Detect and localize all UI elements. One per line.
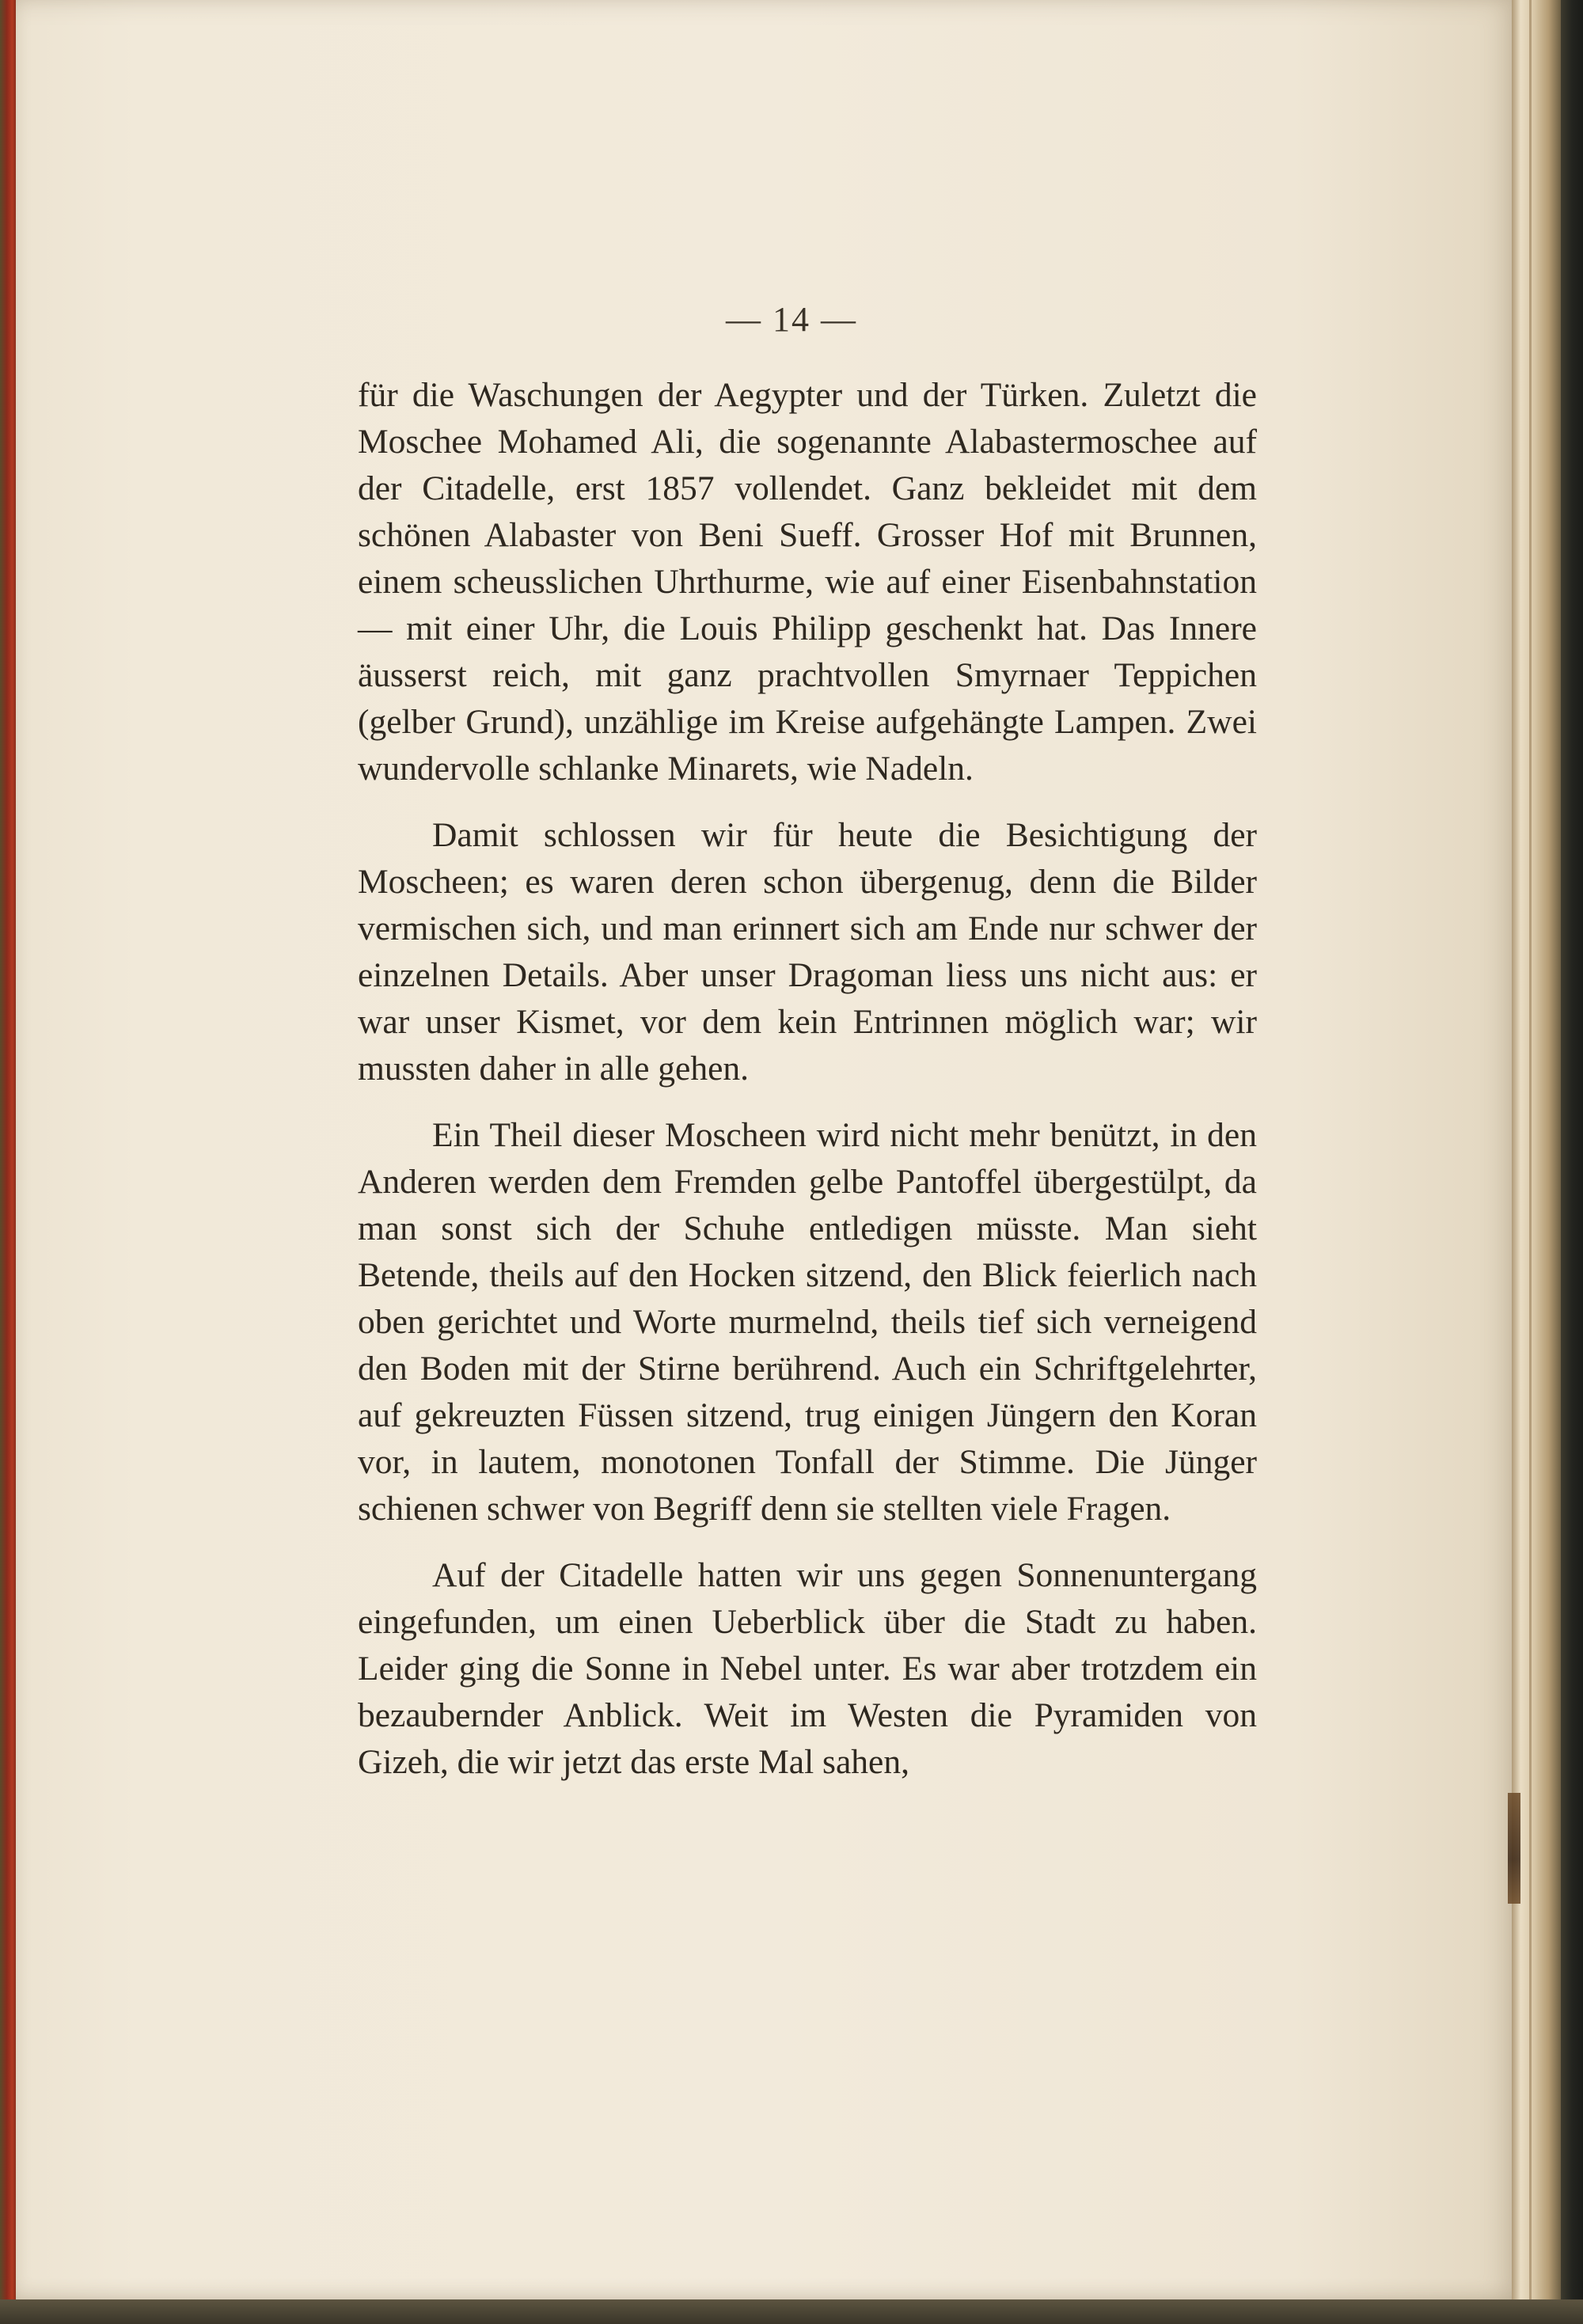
paragraph-3: Ein Theil dieser Moscheen wird nicht mehr benützt, in den Anderen werden dem Fremden gelbe Pantoffel übergestülpt, da man sonst sich der Schuhe entledigen müsste. Man sieht Betende, theils auf den Hocken sitzend, den Blick feierlich nach oben gerichtet und Worte murmelnd, theils tief sich verneigend den Boden mit der Stirne berührend. Auch ein Schriftgelehrter, auf gekreuzten Füssen sitzend, trug einigen Jüngern den Koran vor, in lautem, monotonen Tonfall der Stimme. Die Jünger schienen schwer von Begriff denn sie stellten viele Fragen. [358, 1116, 1257, 1528]
book-bottom-edge [0, 2299, 1583, 2324]
book-cover-right-edge [1561, 0, 1583, 2324]
paragraph-4: Auf der Citadelle hatten wir uns gegen Sonnenuntergang eingefunden, um einen Ueberblick über die Stadt zu haben. Leider ging die Sonne in Nebel unter. Es war aber trotzdem ein bezaubernder Anblick. Weit im Westen die Pyramiden von Gizeh, die wir jetzt das erste Mal sahen, [358, 1556, 1257, 1781]
page-edge-line [1529, 0, 1532, 2324]
page-number: — 14 — [726, 300, 857, 339]
book-cover-left-edge [0, 0, 17, 2324]
page-tab-mark [1508, 1793, 1520, 1904]
paragraph-2: Damit schlossen wir für heute die Besichtigung der Moscheen; es waren deren schon übergenug, denn die Bilder vermischen sich, und man erinnert sich am Ende nur schwer der einzelnen Details. Aber unser Dragoman liess uns nicht aus: er war unser Kismet, vor dem kein Entrinnen möglich war; wir mussten daher in alle gehen. [358, 816, 1257, 1088]
page-stack-edge [1512, 0, 1561, 2324]
paragraph-1: für die Waschungen der Aegypter und der Türken. Zuletzt die Moschee Mohamed Ali, die sogenannte Alabastermoschee auf der Citadelle, erst 1857 vollendet. Ganz bekleidet mit dem schönen Alabaster von Beni Sueff. Grosser Hof mit Brunnen, einem scheusslichen Uhrthurme, wie auf einer Eisenbahnstation — mit einer Uhr, die Louis Philipp geschenkt hat. Das Innere äusserst reich, mit ganz prachtvollen Smyrnaer Teppichen (gelber Grund), unzählige im Kreise aufgehängte Lampen. Zwei wundervolle schlanke Minarets, wie Nadeln. [358, 376, 1257, 788]
body-text [358, 372, 1257, 1786]
